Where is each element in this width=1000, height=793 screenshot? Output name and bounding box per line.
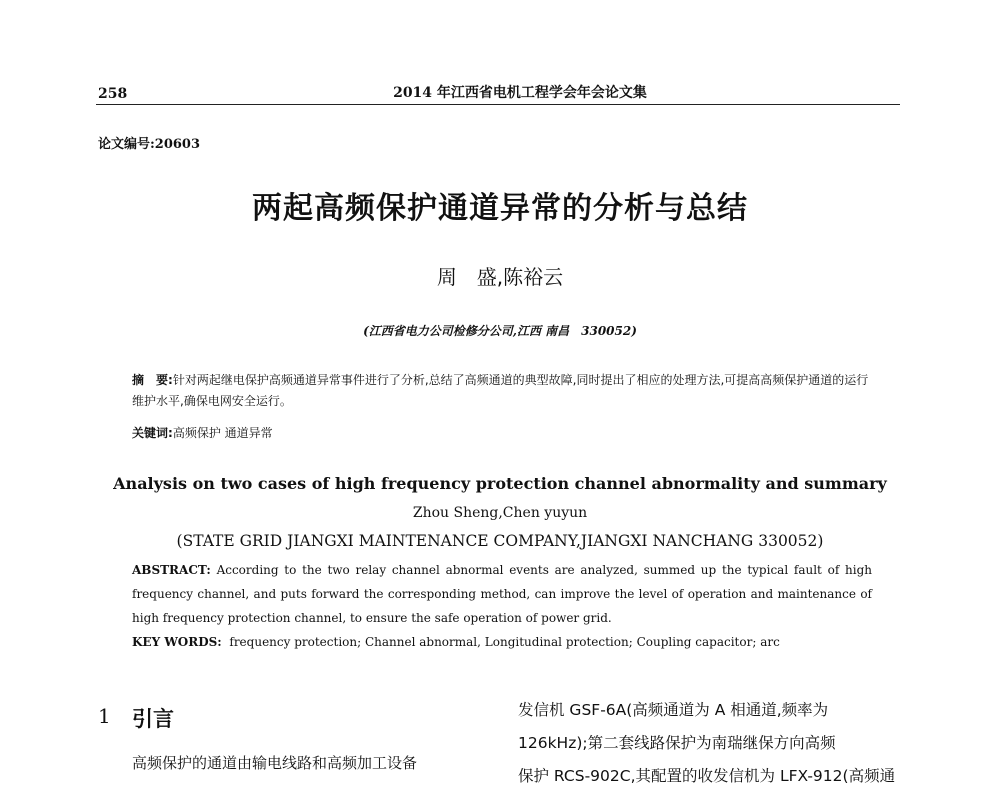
paper-title: 两起高频保护通道异常的分析与总结 — [252, 191, 748, 226]
abstract-cn — [132, 370, 872, 412]
affiliation-cn: (江西省电力公司检修分公司,江西 南昌 330052) — [363, 324, 637, 338]
right-column-line: 发信机 GSF-6A(高频通道为 A 相通道,频率为 — [518, 701, 829, 719]
header-rule — [96, 104, 900, 105]
running-header: 2014 年江西省电机工程学会年会论文集 — [393, 85, 647, 101]
left-column-text: 高频保护的通道由输电线路和高频加工设备 — [132, 754, 418, 772]
affiliation-en: (STATE GRID JIANGXI MAINTENANCE COMPANY,JIANGXI NANCHANG 330052) — [176, 532, 824, 550]
keywords-cn-label: 关键词: — [132, 426, 173, 440]
right-column-line: 126kHz);第二套线路保护为南瑞继保方向高频 — [518, 734, 836, 752]
right-column-line: 保护 RCS-902C,其配置的收发信机为 LFX-912(高频通 — [518, 767, 896, 785]
abstract-en-text: According to the two relay channel abnormal events are analyzed, summed up the typical fault of high frequency channel, and puts forward the corresponding method, can improve the level of operation and maintenance of high frequency protection channel, to ensure the safe operation of power grid. — [132, 563, 872, 625]
authors-en: Zhou Sheng,Chen yuyun — [412, 505, 588, 521]
abstract-en-label: ABSTRACT: — [132, 563, 211, 577]
page-number: 258 — [98, 86, 128, 102]
keywords-cn — [132, 424, 273, 441]
right-column-text — [518, 694, 908, 793]
paper-title-en: Analysis on two cases of high frequency protection channel abnormality and summary — [113, 474, 887, 493]
abstract-cn-label: 摘 要: — [132, 373, 173, 387]
keywords-en — [132, 635, 780, 649]
section-title: 引言 — [132, 707, 174, 731]
abstract-en — [132, 558, 872, 630]
authors-cn: 周 盛,陈裕云 — [436, 265, 564, 289]
keywords-en-label: KEY WORDS: — [132, 635, 222, 649]
section-number: 1 — [98, 704, 111, 728]
keywords-cn-text: 高频保护 通道异常 — [172, 426, 273, 440]
abstract-cn-text: 针对两起继电保护高频通道异常事件进行了分析,总结了高频通道的典型故障,同时提出了相应的处理方法,可提高高频保护通道的运行维护水平,确保电网安全运行。 — [132, 373, 869, 408]
paper-number: 论文编号:20603 — [98, 137, 201, 152]
keywords-en-text: frequency protection; Channel abnormal, Longitudinal protection; Coupling capacitor; arc — [229, 635, 780, 649]
